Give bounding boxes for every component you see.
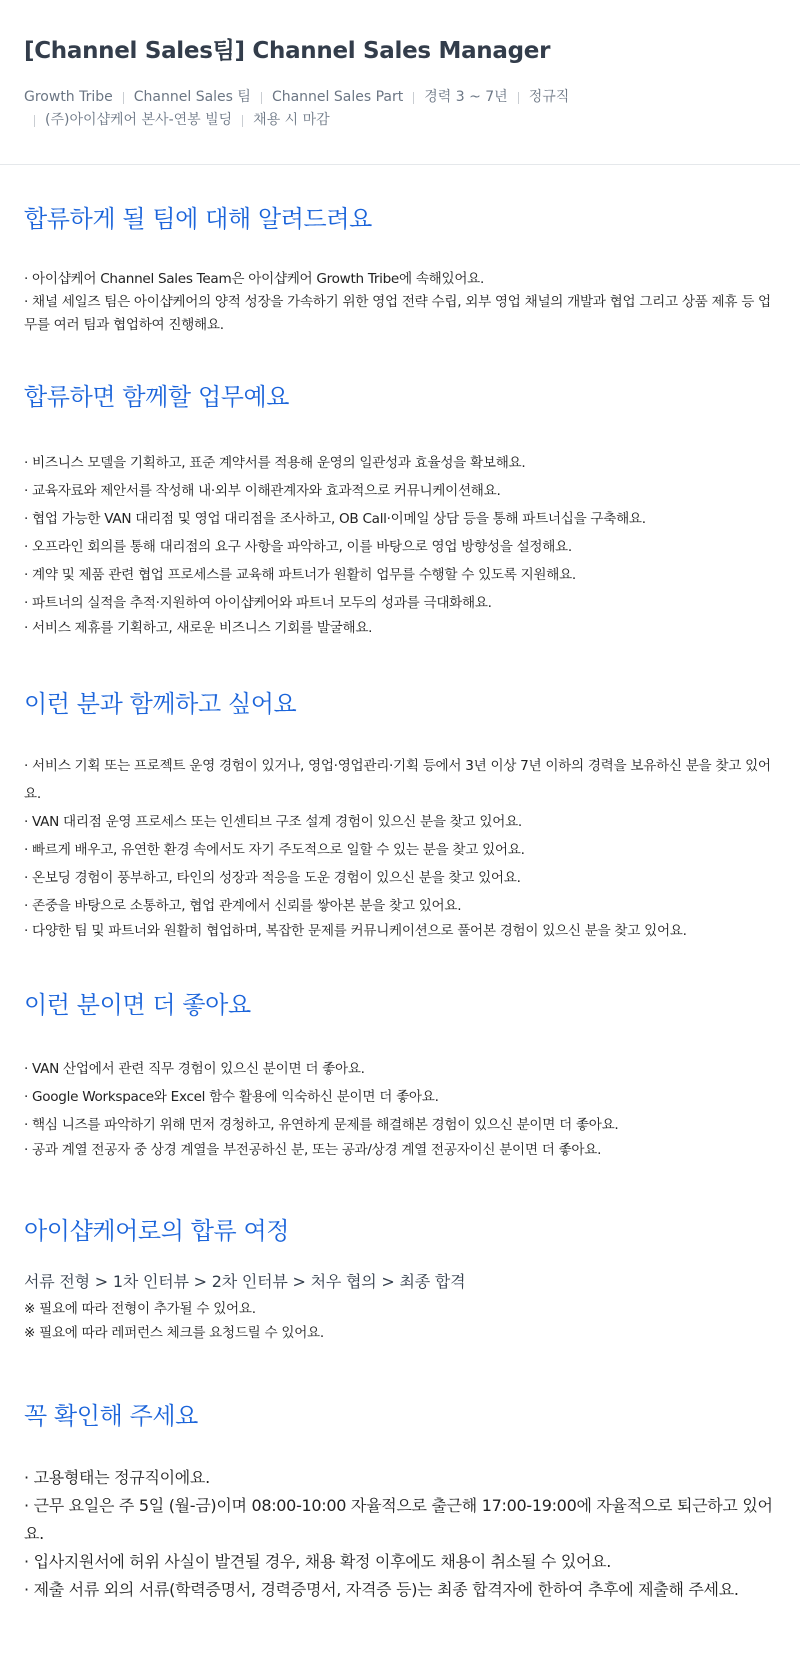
list-item: · 계약 및 제품 관련 협업 프로세스를 교육해 파트너가 원활히 업무를 수행할 수 있도록 지원해요. [24,567,576,583]
list-item: · 협업 가능한 VAN 대리점 및 영업 대리점을 조사하고, OB Call·이메일 상담 등을 통해 파트너십을 구축해요. [24,511,646,527]
meta-part: Channel Sales Part [251,86,403,109]
list-item: · 채널 세일즈 팀은 아이샵케어의 양적 성장을 가속하기 위한 영업 전략 수립, 외부 영업 채널의 개발과 협업 그리고 상품 제휴 등 업무를 여러 팀과 협업하여 진행해요. [24,294,771,333]
list-item: · 다양한 팀 및 파트너와 원활히 협업하며, 복잡한 문제를 커뮤니케이션으로 풀어본 경험이 있으신 분을 찾고 있어요. [24,923,687,939]
section-team [24,165,776,337]
section-title-notice: 꼭 확인해 주세요 [24,1402,198,1430]
list-item: · 공과 계열 전공자 중 상경 계열을 부전공하신 분, 또는 공과/상경 계열 전공자이신 분이면 더 좋아요. [24,1142,602,1158]
hiring-process-steps: 서류 전형 > 1차 인터뷰 > 2차 인터뷰 > 처우 협의 > 최종 합격 [24,1272,466,1291]
team-list [24,268,776,337]
list-item: · 핵심 니즈를 파악하기 위해 먼저 경청하고, 유연하게 문제를 해결해본 경험이 있으신 분이면 더 좋아요. [24,1117,619,1133]
list-item: · 파트너의 실적을 추적·지원하여 아이샵케어와 파트너 모두의 성과를 극대화해요. [24,595,492,611]
list-item: · Google Workspace와 Excel 함수 활용에 익숙하신 분이면 더 좋아요. [24,1089,439,1105]
section-title-requirements: 이런 분과 함께하고 싶어요 [24,690,297,718]
tasks-list [24,449,776,640]
job-meta [24,86,776,132]
list-item: · VAN 대리점 운영 프로세스 또는 인센티브 구조 설계 경험이 있으신 분을 찾고 있어요. [24,814,522,830]
list-item: · 오프라인 회의를 통해 대리점의 요구 사항을 파악하고, 이를 바탕으로 영업 방향성을 설정해요. [24,539,572,555]
section-preferred [24,943,776,1162]
list-item: · 근무 요일은 주 5일 (월-금)이며 08:00-10:00 자율적으로 출근해 17:00-19:00에 자율적으로 퇴근하고 있어요. [24,1496,773,1543]
list-item: · VAN 산업에서 관련 직무 경험이 있으신 분이면 더 좋아요. [24,1061,365,1077]
list-item: · 존중을 바탕으로 소통하고, 협업 관계에서 신뢰를 쌓아본 분을 찾고 있어요. [24,898,462,914]
section-title-process: 아이샵케어로의 합류 여정 [24,1217,290,1245]
meta-tribe: Growth Tribe [24,89,113,105]
section-process [24,1162,776,1345]
list-item: · 온보딩 경험이 풍부하고, 타인의 성장과 적응을 도운 경험이 있으신 분을 찾고 있어요. [24,870,521,886]
list-item: · 교육자료와 제안서를 작성해 내·외부 이해관계자와 효과적으로 커뮤니케이션해요. [24,483,501,499]
meta-location: (주)아이샵케어 본사-연봉 빌딩 [24,109,232,132]
list-item: · 서비스 제휴를 기획하고, 새로운 비즈니스 기회를 발굴해요. [24,620,373,636]
section-tasks [24,337,776,640]
meta-experience: 경력 3 ~ 7년 [403,86,507,109]
list-item: · 아이샵케어 Channel Sales Team은 아이샵케어 Growth Tribe에 속해있어요. [24,271,485,287]
list-item: ※ 필요에 따라 레퍼런스 체크를 요청드릴 수 있어요. [24,1325,324,1341]
requirements-list [24,752,776,943]
list-item: · 비즈니스 모델을 기획하고, 표준 계약서를 적용해 운영의 일관성과 효율성을 확보해요. [24,455,526,471]
job-title: [Channel Sales팀] Channel Sales Manager [24,38,551,64]
preferred-list [24,1055,776,1162]
list-item: · 고용형태는 정규직이에요. [24,1468,210,1487]
job-description [0,165,800,1604]
section-notice [24,1345,776,1604]
meta-employment-type: 정규직 [508,86,570,109]
list-item: · 서비스 기획 또는 프로젝트 운영 경험이 있거나, 영업·영업관리·기획 등에서 3년 이상 7년 이하의 경력을 보유하신 분을 찾고 있어요. [24,758,771,802]
process-notes [24,1297,776,1345]
list-item: · 빠르게 배우고, 유연한 환경 속에서도 자기 주도적으로 일할 수 있는 분을 찾고 있어요. [24,842,525,858]
notice-list [24,1464,776,1604]
section-title-team: 합류하게 될 팀에 대해 알려드려요 [24,205,372,233]
section-requirements [24,640,776,943]
list-item: · 제출 서류 외의 서류(학력증명서, 경력증명서, 자격증 등)는 최종 합격자에 한하여 추후에 제출해 주세요. [24,1580,739,1599]
job-header [0,0,800,165]
list-item: · 입사지원서에 허위 사실이 발견될 경우, 채용 확정 이후에도 채용이 취소될 수 있어요. [24,1552,612,1571]
meta-deadline: 채용 시 마감 [232,109,330,132]
meta-team: Channel Sales 팀 [113,86,251,109]
section-title-tasks: 합류하면 함께할 업무예요 [24,383,290,411]
list-item: ※ 필요에 따라 전형이 추가될 수 있어요. [24,1301,256,1317]
section-title-preferred: 이런 분이면 더 좋아요 [24,991,251,1019]
